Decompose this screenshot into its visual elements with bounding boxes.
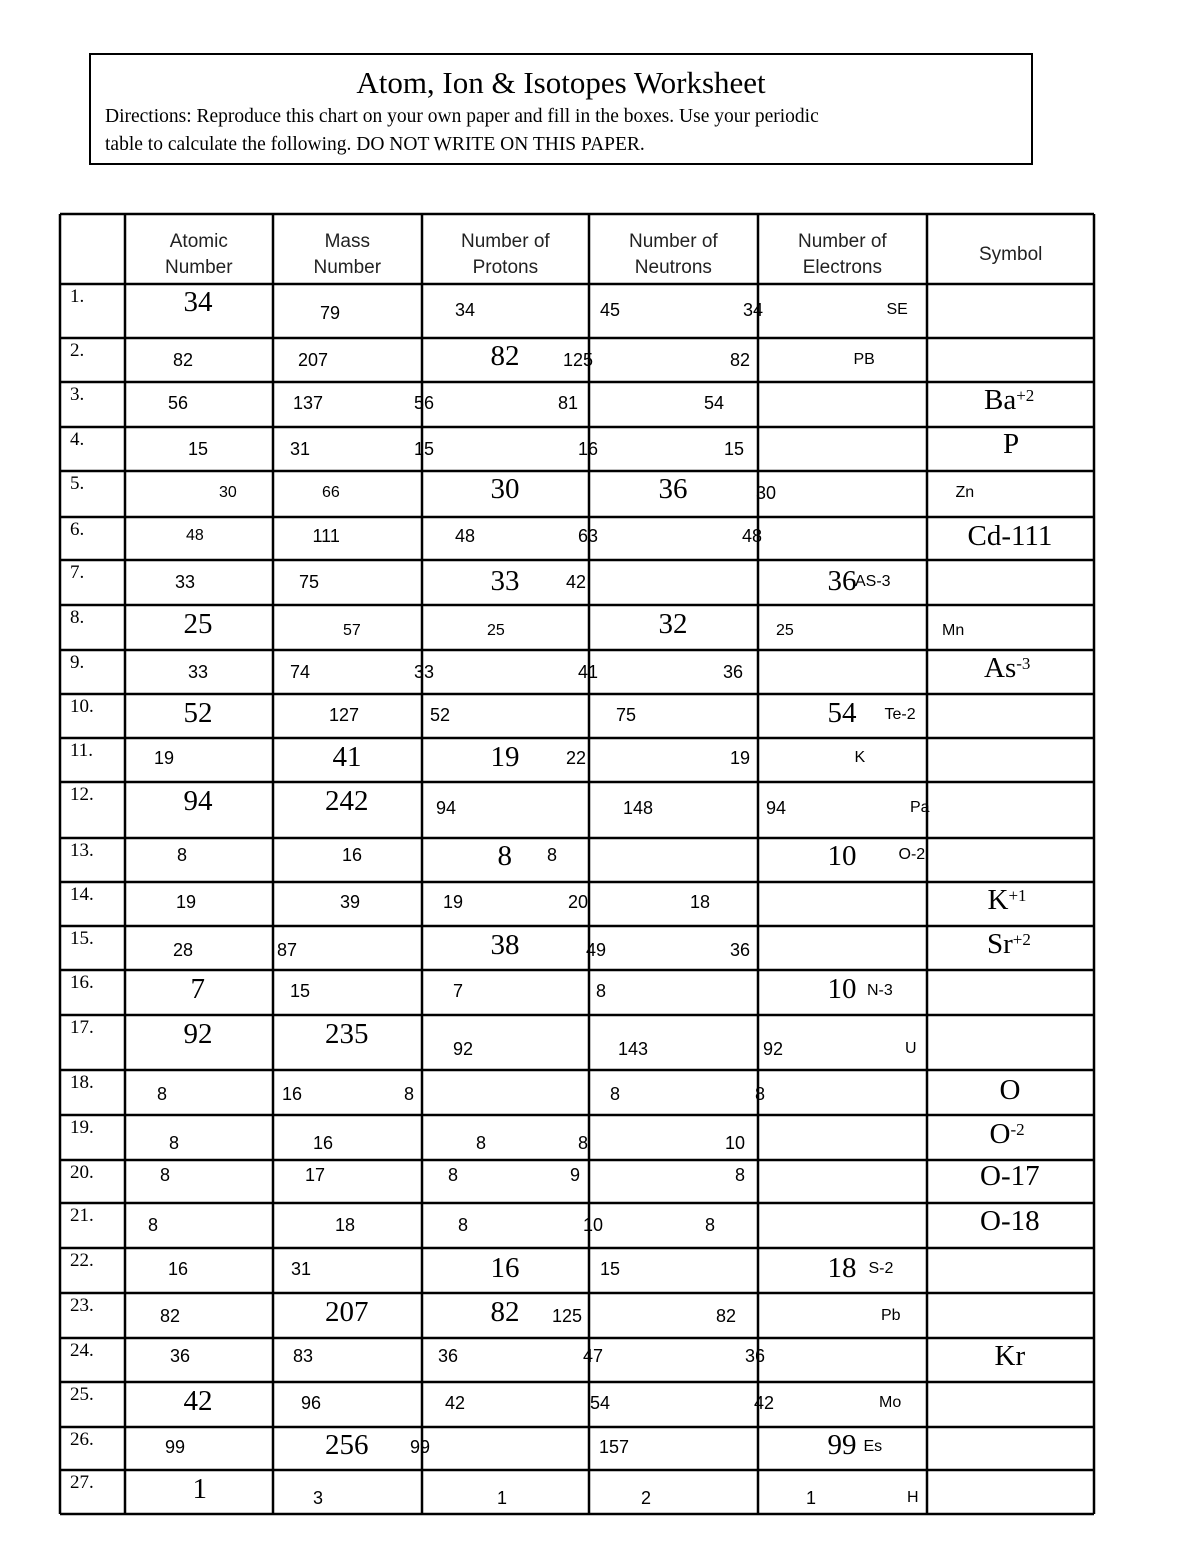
symbol-text: O xyxy=(989,1118,1011,1150)
cell-value: 19 xyxy=(490,741,520,773)
column-header xyxy=(979,242,1042,268)
cell-value: 56 xyxy=(168,393,189,413)
cell-value: 1 xyxy=(192,1473,207,1505)
row-number: 19. xyxy=(70,1117,94,1138)
cell-value: 10 xyxy=(827,840,857,872)
row-number: 10. xyxy=(70,696,94,717)
row-number: 1. xyxy=(70,286,85,307)
cell-value: 99 xyxy=(165,1437,186,1457)
column-header-line: Number of xyxy=(629,231,718,252)
cell-value: 16 xyxy=(578,439,599,459)
cell-value: 8 xyxy=(578,1133,589,1153)
cell-value: 28 xyxy=(173,940,194,960)
symbol-text: K xyxy=(987,884,1009,916)
charge-superscript: +2 xyxy=(1012,930,1031,949)
cell-value: 48 xyxy=(186,527,204,544)
row-number: 27. xyxy=(70,1472,94,1493)
symbol-text: Sr xyxy=(987,928,1013,960)
cell-value: O-2 xyxy=(898,846,926,863)
cell-value: 19 xyxy=(176,892,197,912)
cell-value: 25 xyxy=(776,622,794,639)
cell-value: 16 xyxy=(342,845,363,865)
column-header-line: Electrons xyxy=(802,257,882,278)
cell-value: 30 xyxy=(756,483,777,503)
row-number: 2. xyxy=(70,340,85,361)
row-number: 3. xyxy=(70,384,85,405)
cell-value: 137 xyxy=(293,393,324,413)
cell-value: 8 xyxy=(705,1215,716,1235)
cell-value: 19 xyxy=(730,748,751,768)
column-header-line: Number of xyxy=(461,231,550,252)
cell-value: K xyxy=(854,749,866,766)
row-number: 15. xyxy=(70,928,94,949)
cell-value: 207 xyxy=(298,350,329,370)
cell-value: 125 xyxy=(552,1306,583,1326)
worksheet-title: Atom, Ion & Isotopes Worksheet xyxy=(356,65,766,100)
row-number: 21. xyxy=(70,1205,94,1226)
symbol-text: As xyxy=(984,652,1017,684)
cell-value: 1 xyxy=(806,1488,817,1508)
cell-value: 47 xyxy=(583,1346,604,1366)
cell-value: 92 xyxy=(763,1039,784,1059)
symbol-value xyxy=(987,928,1031,960)
cell-value: 39 xyxy=(340,892,361,912)
cell-value: 30 xyxy=(219,484,237,501)
row-number: 26. xyxy=(70,1429,94,1450)
row-number: 17. xyxy=(70,1017,94,1038)
cell-value: 75 xyxy=(616,705,637,725)
cell-value: 33 xyxy=(175,572,196,592)
row-number: 14. xyxy=(70,884,94,905)
cell-value: 127 xyxy=(329,705,360,725)
cell-value: 36 xyxy=(438,1346,459,1366)
cell-value: 8 xyxy=(148,1215,159,1235)
cell-value: 8 xyxy=(448,1165,459,1185)
cell-value: 96 xyxy=(301,1393,322,1413)
cell-value: 8 xyxy=(476,1133,487,1153)
cell-value: 82 xyxy=(160,1306,181,1326)
cell-value: 38 xyxy=(490,929,520,961)
symbol-value xyxy=(995,1340,1026,1372)
cell-value: 16 xyxy=(282,1084,303,1104)
cell-value: 81 xyxy=(558,393,579,413)
column-header-line: Atomic xyxy=(169,231,228,252)
cell-value: 1 xyxy=(497,1488,508,1508)
symbol-value xyxy=(1000,1074,1021,1106)
cell-value: 48 xyxy=(455,526,476,546)
cell-value: 33 xyxy=(188,662,209,682)
cell-value: 18 xyxy=(690,892,711,912)
cell-value: 235 xyxy=(325,1018,369,1050)
cell-value: 63 xyxy=(578,526,599,546)
cell-value: 94 xyxy=(183,785,213,817)
cell-value: 36 xyxy=(827,565,857,597)
row-number: 11. xyxy=(70,740,94,761)
cell-value: 92 xyxy=(183,1018,213,1050)
cell-value: 16 xyxy=(313,1133,334,1153)
cell-value: 8 xyxy=(157,1084,168,1104)
column-header-line: Symbol xyxy=(979,244,1043,265)
cell-value: Mn xyxy=(942,622,965,639)
symbol-value xyxy=(980,1160,1040,1192)
cell-value: 10 xyxy=(827,973,857,1005)
column-header-line: Protons xyxy=(472,257,539,278)
symbol-value xyxy=(1003,428,1019,460)
cell-value: 82 xyxy=(730,350,751,370)
symbol-text: Ba xyxy=(984,384,1017,416)
row-number: 12. xyxy=(70,784,94,805)
cell-value: 66 xyxy=(322,484,340,501)
row-number: 16. xyxy=(70,972,94,993)
column-header-line: Number of xyxy=(798,231,887,252)
cell-value: 18 xyxy=(827,1252,857,1284)
column-header xyxy=(798,229,887,281)
cell-value: 25 xyxy=(183,608,213,640)
cell-value: 148 xyxy=(623,798,654,818)
column-header xyxy=(461,229,550,281)
symbol-text: Kr xyxy=(994,1340,1026,1372)
charge-superscript: +2 xyxy=(1016,386,1035,405)
cell-value: 15 xyxy=(188,439,209,459)
cell-value: 54 xyxy=(704,393,725,413)
cell-value: 8 xyxy=(755,1084,766,1104)
cell-value: 49 xyxy=(586,940,607,960)
column-header-line: Number xyxy=(313,257,382,278)
cell-value: 10 xyxy=(583,1215,604,1235)
cell-value: H xyxy=(907,1489,919,1506)
column-header-line: Neutrons xyxy=(634,257,712,278)
cell-value: 99 xyxy=(827,1429,857,1461)
row-number: 8. xyxy=(70,607,85,628)
cell-value: 32 xyxy=(658,608,688,640)
symbol-text: O-18 xyxy=(980,1205,1040,1237)
symbol-value xyxy=(990,1118,1025,1150)
symbol-text: Cd-111 xyxy=(967,520,1053,552)
cell-value: 42 xyxy=(566,572,587,592)
cell-value: 36 xyxy=(658,473,688,505)
cell-value: 25 xyxy=(487,622,505,639)
cell-value: 83 xyxy=(293,1346,314,1366)
cell-value: 20 xyxy=(568,892,589,912)
cell-value: S-2 xyxy=(868,1260,894,1277)
cell-value: 42 xyxy=(754,1393,775,1413)
symbol-text: P xyxy=(1003,428,1020,460)
cell-value: Mo xyxy=(879,1394,902,1411)
cell-value: 36 xyxy=(730,940,751,960)
cell-value: 8 xyxy=(735,1165,746,1185)
cell-value: 82 xyxy=(490,1296,520,1328)
cell-value: 242 xyxy=(325,785,369,817)
cell-value: 33 xyxy=(414,662,435,682)
cell-value: AS-3 xyxy=(855,573,891,590)
cell-value: 8 xyxy=(458,1215,469,1235)
cell-value: Pb xyxy=(881,1307,901,1324)
row-number: 18. xyxy=(70,1072,94,1093)
cell-value: 111 xyxy=(312,526,340,546)
cell-value: 34 xyxy=(455,300,476,320)
row-number: 5. xyxy=(70,473,85,494)
cell-value: 15 xyxy=(724,439,745,459)
cell-value: 54 xyxy=(590,1393,611,1413)
column-header-line: Mass xyxy=(324,231,370,252)
cell-value: 57 xyxy=(343,622,361,639)
charge-superscript: -3 xyxy=(1016,654,1031,673)
cell-value: 19 xyxy=(154,748,175,768)
charge-superscript: -2 xyxy=(1010,1120,1025,1139)
cell-value: 16 xyxy=(168,1259,189,1279)
directions-line-2: table to calculate the following. DO NOT WRITE ON THIS PAPER. xyxy=(105,134,645,155)
cell-value: 45 xyxy=(600,300,621,320)
row-number: 20. xyxy=(70,1162,94,1183)
cell-value: 82 xyxy=(173,350,194,370)
cell-value: 8 xyxy=(404,1084,415,1104)
cell-value: 94 xyxy=(766,798,787,818)
directions-line-1: Directions: Reproduce this chart on your own paper and fill in the boxes. Use your periodic xyxy=(105,106,819,127)
column-header-line: Number xyxy=(165,257,233,278)
cell-value: 33 xyxy=(490,565,520,597)
cell-value: 94 xyxy=(436,798,457,818)
cell-value: 7 xyxy=(190,973,205,1005)
cell-value: 15 xyxy=(414,439,435,459)
row-number: 7. xyxy=(70,562,85,583)
cell-value: 9 xyxy=(570,1165,581,1185)
row-number: 23. xyxy=(70,1295,94,1316)
cell-value: 56 xyxy=(414,393,435,413)
cell-value: 8 xyxy=(610,1084,621,1104)
cell-value: 8 xyxy=(169,1133,180,1153)
cell-value: 125 xyxy=(563,350,594,370)
row-number: 13. xyxy=(70,840,94,861)
cell-value: 16 xyxy=(490,1252,520,1284)
symbol-value xyxy=(980,1205,1040,1237)
row-number: 4. xyxy=(70,429,85,450)
cell-value: 34 xyxy=(743,300,764,320)
column-header xyxy=(314,229,382,281)
cell-value: 48 xyxy=(742,526,763,546)
cell-value: 8 xyxy=(160,1165,171,1185)
cell-value: 7 xyxy=(453,981,464,1001)
cell-value: 75 xyxy=(299,572,320,592)
cell-value: 52 xyxy=(430,705,451,725)
symbol-value xyxy=(968,520,1053,552)
charge-superscript: +1 xyxy=(1008,886,1027,905)
cell-value: 87 xyxy=(277,940,298,960)
cell-value: U xyxy=(905,1040,917,1057)
cell-value: 54 xyxy=(827,697,857,729)
row-number: 22. xyxy=(70,1250,94,1271)
row-number: 24. xyxy=(70,1340,94,1361)
cell-value: 74 xyxy=(290,662,311,682)
cell-value: 82 xyxy=(490,340,520,372)
cell-value: 143 xyxy=(618,1039,649,1059)
row-number: 25. xyxy=(70,1384,94,1405)
symbol-text: O xyxy=(999,1074,1021,1106)
cell-value: 30 xyxy=(490,473,520,505)
cell-value: Te-2 xyxy=(884,706,916,723)
cell-value: 18 xyxy=(335,1215,356,1235)
cell-value: 8 xyxy=(547,845,558,865)
cell-value: 8 xyxy=(596,981,607,1001)
cell-value: 34 xyxy=(183,286,213,318)
cell-value: 36 xyxy=(723,662,744,682)
cell-value: 36 xyxy=(745,1346,766,1366)
cell-value: 256 xyxy=(325,1429,369,1461)
symbol-value xyxy=(988,884,1027,916)
cell-value: 92 xyxy=(453,1039,474,1059)
cell-value: 207 xyxy=(325,1296,369,1328)
cell-value: 10 xyxy=(725,1133,746,1153)
cell-value: 36 xyxy=(170,1346,191,1366)
cell-value: Zn xyxy=(955,484,975,501)
cell-value: 41 xyxy=(578,662,599,682)
cell-value: PB xyxy=(853,351,875,368)
cell-value: 42 xyxy=(183,1385,213,1417)
symbol-value xyxy=(984,652,1030,684)
column-header xyxy=(165,229,233,281)
cell-value: 8 xyxy=(497,840,512,872)
cell-value: 52 xyxy=(183,697,213,729)
cell-value: 82 xyxy=(716,1306,737,1326)
row-number: 6. xyxy=(70,519,85,540)
cell-value: SE xyxy=(886,301,908,318)
cell-value: 99 xyxy=(410,1437,431,1457)
cell-value: 31 xyxy=(290,439,311,459)
cell-value: 22 xyxy=(566,748,587,768)
cell-value: 2 xyxy=(641,1488,652,1508)
symbol-value xyxy=(984,384,1034,416)
row-number: 9. xyxy=(70,652,85,673)
cell-value: 41 xyxy=(332,741,362,773)
cell-value: Pa xyxy=(910,799,930,816)
cell-value: Es xyxy=(863,1438,883,1455)
symbol-text: O-17 xyxy=(980,1160,1040,1192)
cell-value: 79 xyxy=(320,303,341,323)
cell-value: 19 xyxy=(443,892,464,912)
column-header xyxy=(629,229,718,281)
cell-value: 17 xyxy=(305,1165,326,1185)
cell-value: N-3 xyxy=(867,982,893,999)
cell-value: 8 xyxy=(177,845,188,865)
cell-value: 31 xyxy=(291,1259,312,1279)
cell-value: 42 xyxy=(445,1393,466,1413)
cell-value: 15 xyxy=(290,981,311,1001)
cell-value: 157 xyxy=(599,1437,630,1457)
cell-value: 3 xyxy=(313,1488,324,1508)
cell-value: 15 xyxy=(600,1259,621,1279)
